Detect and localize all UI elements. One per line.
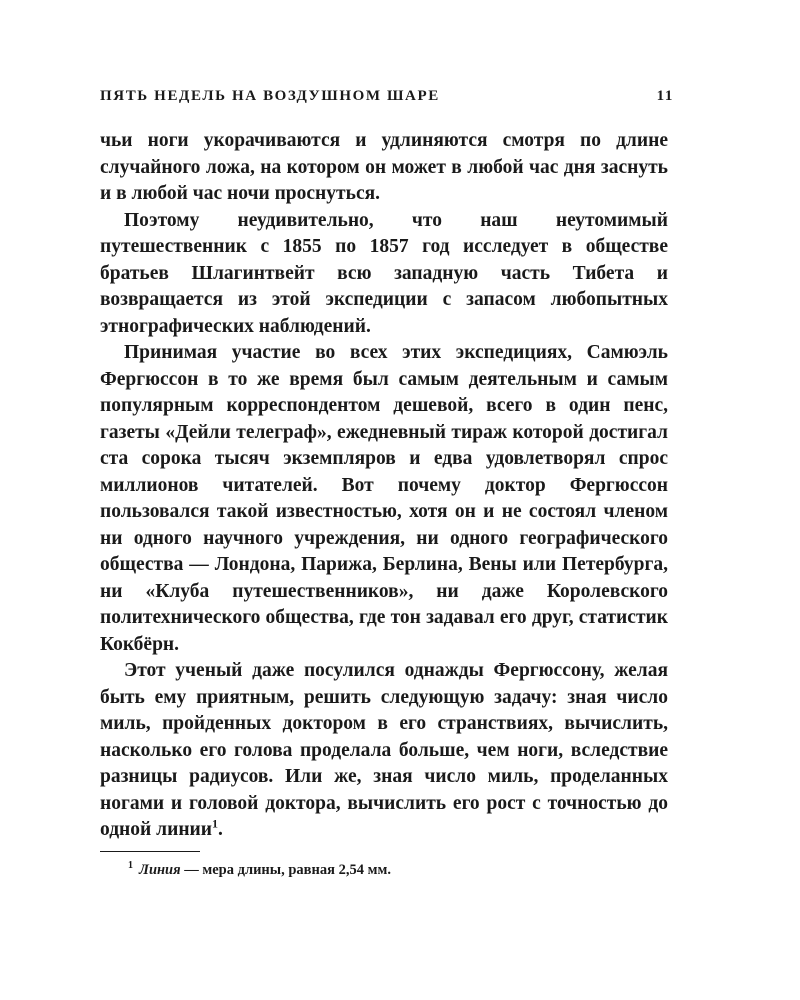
footnote-divider [100, 851, 200, 852]
paragraph-correspondent: Принимая участие во всех этих экспедициях, Самюэль Фергюссон в то же время был самым деятельным и самым популярным корреспондентом дешевой, всего в один пенс, газеты «Дейли телеграф», ежедневный тираж которой достигал ста сорока тысяч экземпляров и едва удовлетворял спрос миллионов читателей. Вот почему доктор Фергюссон пользовался такой известностью, хотя он и не состоял членом ни одного научного учреждения, ни одного географического общества — Лондона, Парижа, Берлина, Вены или Петербурга, ни «Клуба путешественников», ни даже Королевского политехнического общества, где тон задавал его друг, статистик Кокбёрн. [100, 342, 668, 655]
body-text [100, 128, 668, 844]
running-head [100, 88, 674, 114]
paragraph-end-period: . [218, 819, 223, 840]
page-number: 11 [656, 88, 674, 104]
footnote-reference[interactable]: 1 [212, 816, 219, 831]
running-title: ПЯТЬ НЕДЕЛЬ НА ВОЗДУШНОМ ШАРЕ [100, 88, 440, 104]
footnote [128, 860, 668, 880]
paragraph-tibet: Поэтому неудивительно, что наш неутомимый путешественник с 1855 по 1857 год исследует в обществе братьев Шлагинтвейт всю западную часть Тибета и возвращается из этой экспедиции с запасом любопытных этнографических наблюдений. [100, 209, 668, 337]
footnote-mark: 1 [128, 860, 133, 872]
paragraph-kokburn-text: Этот ученый даже посулился однажды Фергюссону, желая быть ему приятным, решить следующую задачу: зная число миль, пройденных доктором в его странствиях, вычислить, насколько его голова проделала больше, чем ноги, вследствие разницы радиусов. Или же, зная число миль, проделанных ногами и головой доктора, вычислить его рост с точностью до одной линии [100, 660, 668, 840]
paragraph-continued: чьи ноги укорачиваются и удлиняются смотря по длине случайного ложа, на котором он может в любой час дня заснуть и в любой час ночи проснуться. [100, 130, 668, 204]
footnote-text: — мера длины, равная 2,54 мм. [180, 862, 391, 878]
footnote-term: Линия [139, 862, 181, 878]
paragraph-kokburn [100, 658, 668, 844]
